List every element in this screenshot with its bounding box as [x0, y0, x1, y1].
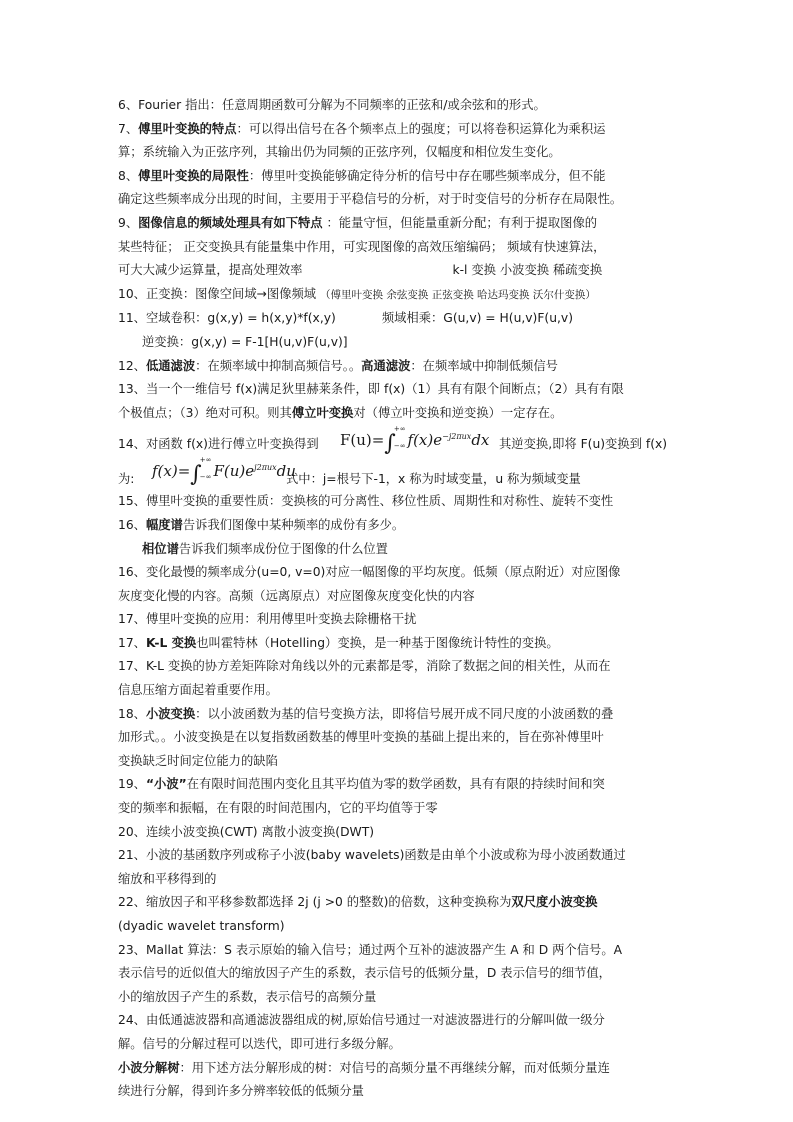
text: 灰度变化慢的内容。高频（远离原点）对应图像灰度变化快的内容 — [118, 588, 475, 603]
para-24 — [118, 1009, 678, 1033]
document-body — [118, 94, 678, 1104]
upper-limit: +∞ — [393, 425, 406, 434]
lower-limit: −∞ — [199, 473, 212, 482]
term-bold: “小波” — [145, 777, 187, 792]
term-bold: 小波变换 — [145, 706, 196, 721]
text: 18、 — [118, 706, 146, 721]
text: 14、对函数 f(x)进行傅立叶变换得到 — [118, 437, 319, 452]
text: 21、小波的基函数序列或称子小波(baby wavelets)函数是由单个小波或称为母小波函数通过 — [118, 848, 626, 863]
text: 也叫霍特林（Hotelling）变换，是一种基于图像统计特性的变换。 — [196, 635, 559, 650]
text: 可大大减少运算量，提高处理效率 — [118, 263, 303, 278]
text: 对（傅立叶变换和逆变换）一定存在。 — [353, 405, 563, 420]
inverse-fourier-formula — [152, 456, 296, 487]
para-17 — [118, 608, 678, 632]
text: 6、Fourier 指出：任意周期函数可分解为不同频率的正弦和/或余弦和的形式。 — [118, 98, 546, 112]
para-17b — [118, 632, 678, 656]
term-bold: 双尺度小波变换 — [511, 895, 598, 910]
formula-integrand: f(x)e — [407, 431, 443, 450]
para-23 — [118, 939, 678, 963]
para-20 — [118, 821, 678, 845]
para-17c-cont — [118, 679, 678, 703]
formula-eq: = — [177, 462, 191, 481]
para-21-cont — [118, 868, 678, 892]
para-14-cont — [118, 456, 678, 490]
text: 20、连续小波变换(CWT) 离散小波变换(DWT) — [118, 824, 375, 839]
para-17c — [118, 655, 678, 679]
text: 10、正变换：图像空间域→图像频域 — [118, 286, 321, 301]
text: 表示信号的近似值大的缩放因子产生的系数，表示信号的低频分量，D 表示信号的细节值， — [118, 966, 611, 981]
term-bold: 低通滤波 — [145, 358, 196, 373]
formula-lhs: F(u) — [340, 431, 372, 450]
text: 告诉我们图像中某种频率的成份有多少。 — [182, 517, 405, 532]
para-7-cont — [118, 141, 678, 165]
term-bold: 高通滤波 — [361, 358, 411, 373]
text: ：在频率域中抑制高频信号。。 — [195, 358, 362, 373]
text: 式中：j=根号下-1，x 称为时域变量，u 称为频域变量 — [286, 472, 581, 487]
para-22-cont — [118, 915, 678, 939]
para-wavelet-tree-cont — [118, 1080, 678, 1104]
para-16 — [118, 514, 678, 538]
para-22 — [118, 891, 678, 915]
text: 算；系统输入为正弦序列，其输出仍为同频的正弦序列，仅幅度和相位发生变化。 — [118, 145, 561, 160]
formula-lhs: f(x) — [152, 462, 178, 481]
para-10 — [118, 283, 678, 308]
term-bold: 幅度谱 — [145, 517, 183, 532]
text: 17、傅里叶变换的应用：利用傅里叶变换去除栅格干扰 — [118, 612, 417, 627]
para-18-cont2 — [118, 750, 678, 774]
text: 个极值点；（3）绝对可积。则其 — [118, 405, 292, 420]
formula-exponent: j2πux — [254, 463, 277, 473]
para-9-cont2 — [118, 259, 678, 283]
term-bold: 小波分解树 — [118, 1060, 180, 1075]
para-16b — [118, 561, 678, 585]
text: 缩放和平移得到的 — [118, 871, 217, 886]
para-11-cont — [118, 331, 678, 355]
text: 解。信号的分解过程可以迭代，即可进行多级分解。 — [118, 1036, 401, 1051]
term-bold: K-L 变换 — [145, 635, 197, 650]
integral-icon: ∫ — [384, 431, 396, 457]
para-16-cont — [118, 538, 678, 562]
upper-limit: +∞ — [199, 456, 212, 465]
text: 13、当一个一维信号 f(x)满足狄里赫莱条件，即 f(x)（1）具有有限个间断点；（2）具有有限 — [118, 382, 624, 397]
text: 11、空域卷积：g(x,y) = h(x,y)*f(x,y) — [118, 311, 336, 326]
text: 16、变化最慢的频率成分(u=0, v=0)对应一幅图像的平均灰度。低频（原点附近）对应图像 — [118, 565, 621, 580]
term-bold: 傅里叶变换的局限性 — [138, 168, 249, 183]
term-bold: 傅立叶变换 — [291, 405, 354, 420]
para-8 — [118, 165, 678, 189]
para-8-cont — [118, 188, 678, 212]
text: 12、 — [118, 358, 146, 373]
para-9-cont — [118, 236, 678, 260]
text: ：傅里叶变换能够确定待分析的信号中存在哪些频率成分，但不能 — [248, 168, 606, 183]
text: 逆变换：g(x,y) = F-1[H(u,v)F(u,v)] — [142, 334, 348, 349]
para-7 — [118, 118, 678, 142]
text: 16、 — [118, 517, 146, 532]
formula-integrand: F(u)e — [213, 462, 255, 481]
formula-eq: = — [371, 431, 385, 450]
lower-limit: −∞ — [393, 442, 406, 451]
text: 19、 — [118, 777, 146, 792]
para-24-cont — [118, 1033, 678, 1057]
text: 8、 — [118, 168, 139, 183]
para-15 — [118, 490, 678, 514]
text: ：以小波函数为基的信号变换方法，即将信号展开成不同尺度的小波函数的叠 — [195, 706, 614, 721]
text: ：在频率域中抑制低频信号 — [410, 358, 558, 373]
text: 24、由低通滤波器和高通滤波器组成的树,原始信号通过一对滤波器进行的分解叫做一级分 — [118, 1013, 605, 1028]
integral-icon: ∫ — [190, 462, 202, 488]
integral-limits — [394, 425, 406, 451]
text: 信息压缩方面起着重要作用。 — [118, 683, 278, 698]
text: 为: — [118, 472, 135, 487]
para-18 — [118, 703, 678, 727]
fourier-transform-formula — [340, 425, 489, 456]
text: k-l 变换 小波变换 稀疏变换 — [452, 263, 603, 278]
text: ：可以得出信号在各个频率点上的强度；可以将卷积运算化为乘积运 — [236, 121, 606, 136]
para-16b-cont — [118, 585, 678, 609]
formula-exponent: −j2πux — [442, 432, 472, 442]
term-bold: 图像信息的频域处理具有如下特点 — [138, 215, 323, 230]
text: 其逆变换,即将 F(u)变换到 f(x) — [499, 437, 668, 452]
text: 续进行分解，得到许多分辨率较低的低频分量 — [118, 1084, 364, 1099]
para-19 — [118, 773, 678, 797]
text: ：用下述方法分解形成的树：对信号的高频分量不再继续分解，而对低频分量连 — [179, 1060, 610, 1075]
text: 9、 — [118, 215, 139, 230]
text: 17、 — [118, 635, 146, 650]
transform-list: （傅里叶变换 余弦变换 正弦变换 哈达玛变换 沃尔什变换） — [320, 288, 596, 301]
text: 17、K-L 变换的协方差矩阵除对角线以外的元素都是零，消除了数据之间的相关性，从而在 — [118, 659, 611, 674]
term-bold: 相位谱 — [142, 541, 179, 556]
text: 7、 — [118, 121, 139, 136]
para-9 — [118, 212, 678, 236]
para-14 — [118, 425, 678, 459]
text: 变的频率和振幅，在有限的时间范围内，它的平均值等于零 — [118, 801, 438, 816]
formula-differential: du — [276, 462, 296, 481]
text: 在有限时间范围内变化且其平均值为零的数学函数，具有有限的持续时间和突 — [186, 777, 605, 792]
para-23-cont2 — [118, 986, 678, 1010]
para-12 — [118, 355, 678, 379]
para-23-cont — [118, 962, 678, 986]
text: 频域相乘：G(u,v) = H(u,v)F(u,v) — [381, 311, 573, 326]
integral-limits — [200, 456, 212, 482]
para-wavelet-tree — [118, 1057, 678, 1081]
para-21 — [118, 844, 678, 868]
para-6 — [118, 94, 678, 118]
text: (dyadic wavelet transform) — [118, 919, 285, 933]
text: 某些特征； 正交变换具有能量集中作用，可实现图像的高效压缩编码； 频域有快速算法， — [118, 239, 606, 254]
text: 确定这些频率成分出现的时间，主要用于平稳信号的分析，对于时变信号的分析存在局限性。 — [118, 192, 623, 207]
text: 小的缩放因子产生的系数，表示信号的高频分量 — [118, 989, 377, 1004]
para-11 — [118, 307, 678, 331]
para-18-cont — [118, 726, 678, 750]
text: 告诉我们频率成份位于图像的什么位置 — [178, 541, 388, 556]
term-bold: 傅里叶变换的特点 — [138, 121, 237, 136]
text: 加形式。。小波变换是在以复指数函数基的傅里叶变换的基础上提出来的，旨在弥补傅里叶 — [118, 730, 604, 745]
formula-differential: dx — [471, 431, 490, 450]
text: 23、Mallat 算法：S 表示原始的输入信号；通过两个互补的滤波器产生 A 和 D 两个信号。A — [118, 942, 623, 957]
text: 变换缺乏时间定位能力的缺陷 — [118, 753, 278, 768]
para-19-cont — [118, 797, 678, 821]
para-13 — [118, 378, 678, 402]
text: 22、缩放因子和平移参数都选择 2j (j >0 的整数)的倍数，这种变换称为 — [118, 895, 512, 910]
text: 15、傅里叶变换的重要性质：变换核的可分离性、移位性质、周期性和对称性、旋转不变性 — [118, 494, 614, 509]
text: ：能量守恒，但能量重新分配；有利于提取图像的 — [322, 215, 598, 230]
para-13-cont — [118, 402, 678, 426]
